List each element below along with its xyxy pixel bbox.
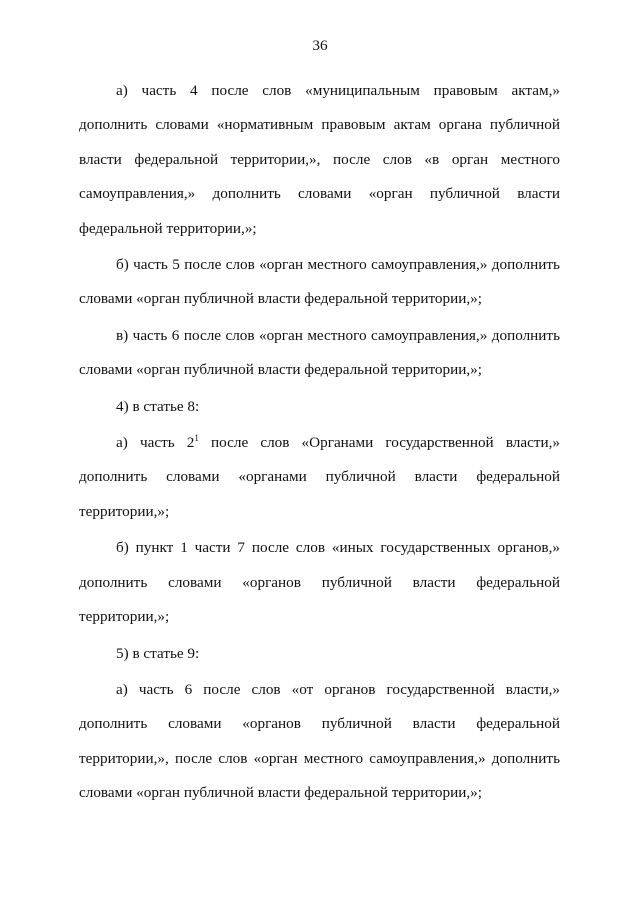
paragraph-amendment-part-6: в) часть 6 после слов «орган местного самоуправления,» дополнить словами «орган публичной власти федеральной территории,»; xyxy=(79,326,560,379)
superscript-index: 1 xyxy=(194,433,199,444)
page-number: 36 xyxy=(312,37,328,54)
paragraph-article-8-part-7: б) пункт 1 части 7 после слов «иных государственных органов,» дополнить словами «органов публичной власти федеральной территории,»; xyxy=(79,539,560,626)
paragraph-article-9-part-6: а) часть 6 после слов «от органов государственной власти,» дополнить словами «органов публичной власти федеральной территории,», после слов «орган местного самоуправления,» дополнить словами «орган публичной власти федеральной территории,»; xyxy=(79,680,560,802)
paragraph-amendment-part-4: а) часть 4 после слов «муниципальным правовым актам,» дополнить словами «нормативным правовым актам органа публичной власти федеральной территории,», после слов «в орган местного самоуправления,» дополнить словами «орган публичной власти федеральной территории,»; xyxy=(79,82,560,237)
paragraph-article-8-part-2-1 xyxy=(79,426,560,529)
paragraph-article-8-heading: 4) в статье 8: xyxy=(116,397,200,415)
paragraph-article-9-heading: 5) в статье 9: xyxy=(116,644,200,662)
paragraph-amendment-part-5: б) часть 5 после слов «орган местного самоуправления,» дополнить словами «орган публичной власти федеральной территории,»; xyxy=(79,256,560,308)
paragraph-text-before-superscript: а) часть 2 xyxy=(116,434,195,452)
document-body xyxy=(79,74,560,813)
paragraph-text-after-superscript: после слов «Органами государственной власти,» дополнить словами «органами публичной власти федеральной территории,»; xyxy=(79,434,561,520)
